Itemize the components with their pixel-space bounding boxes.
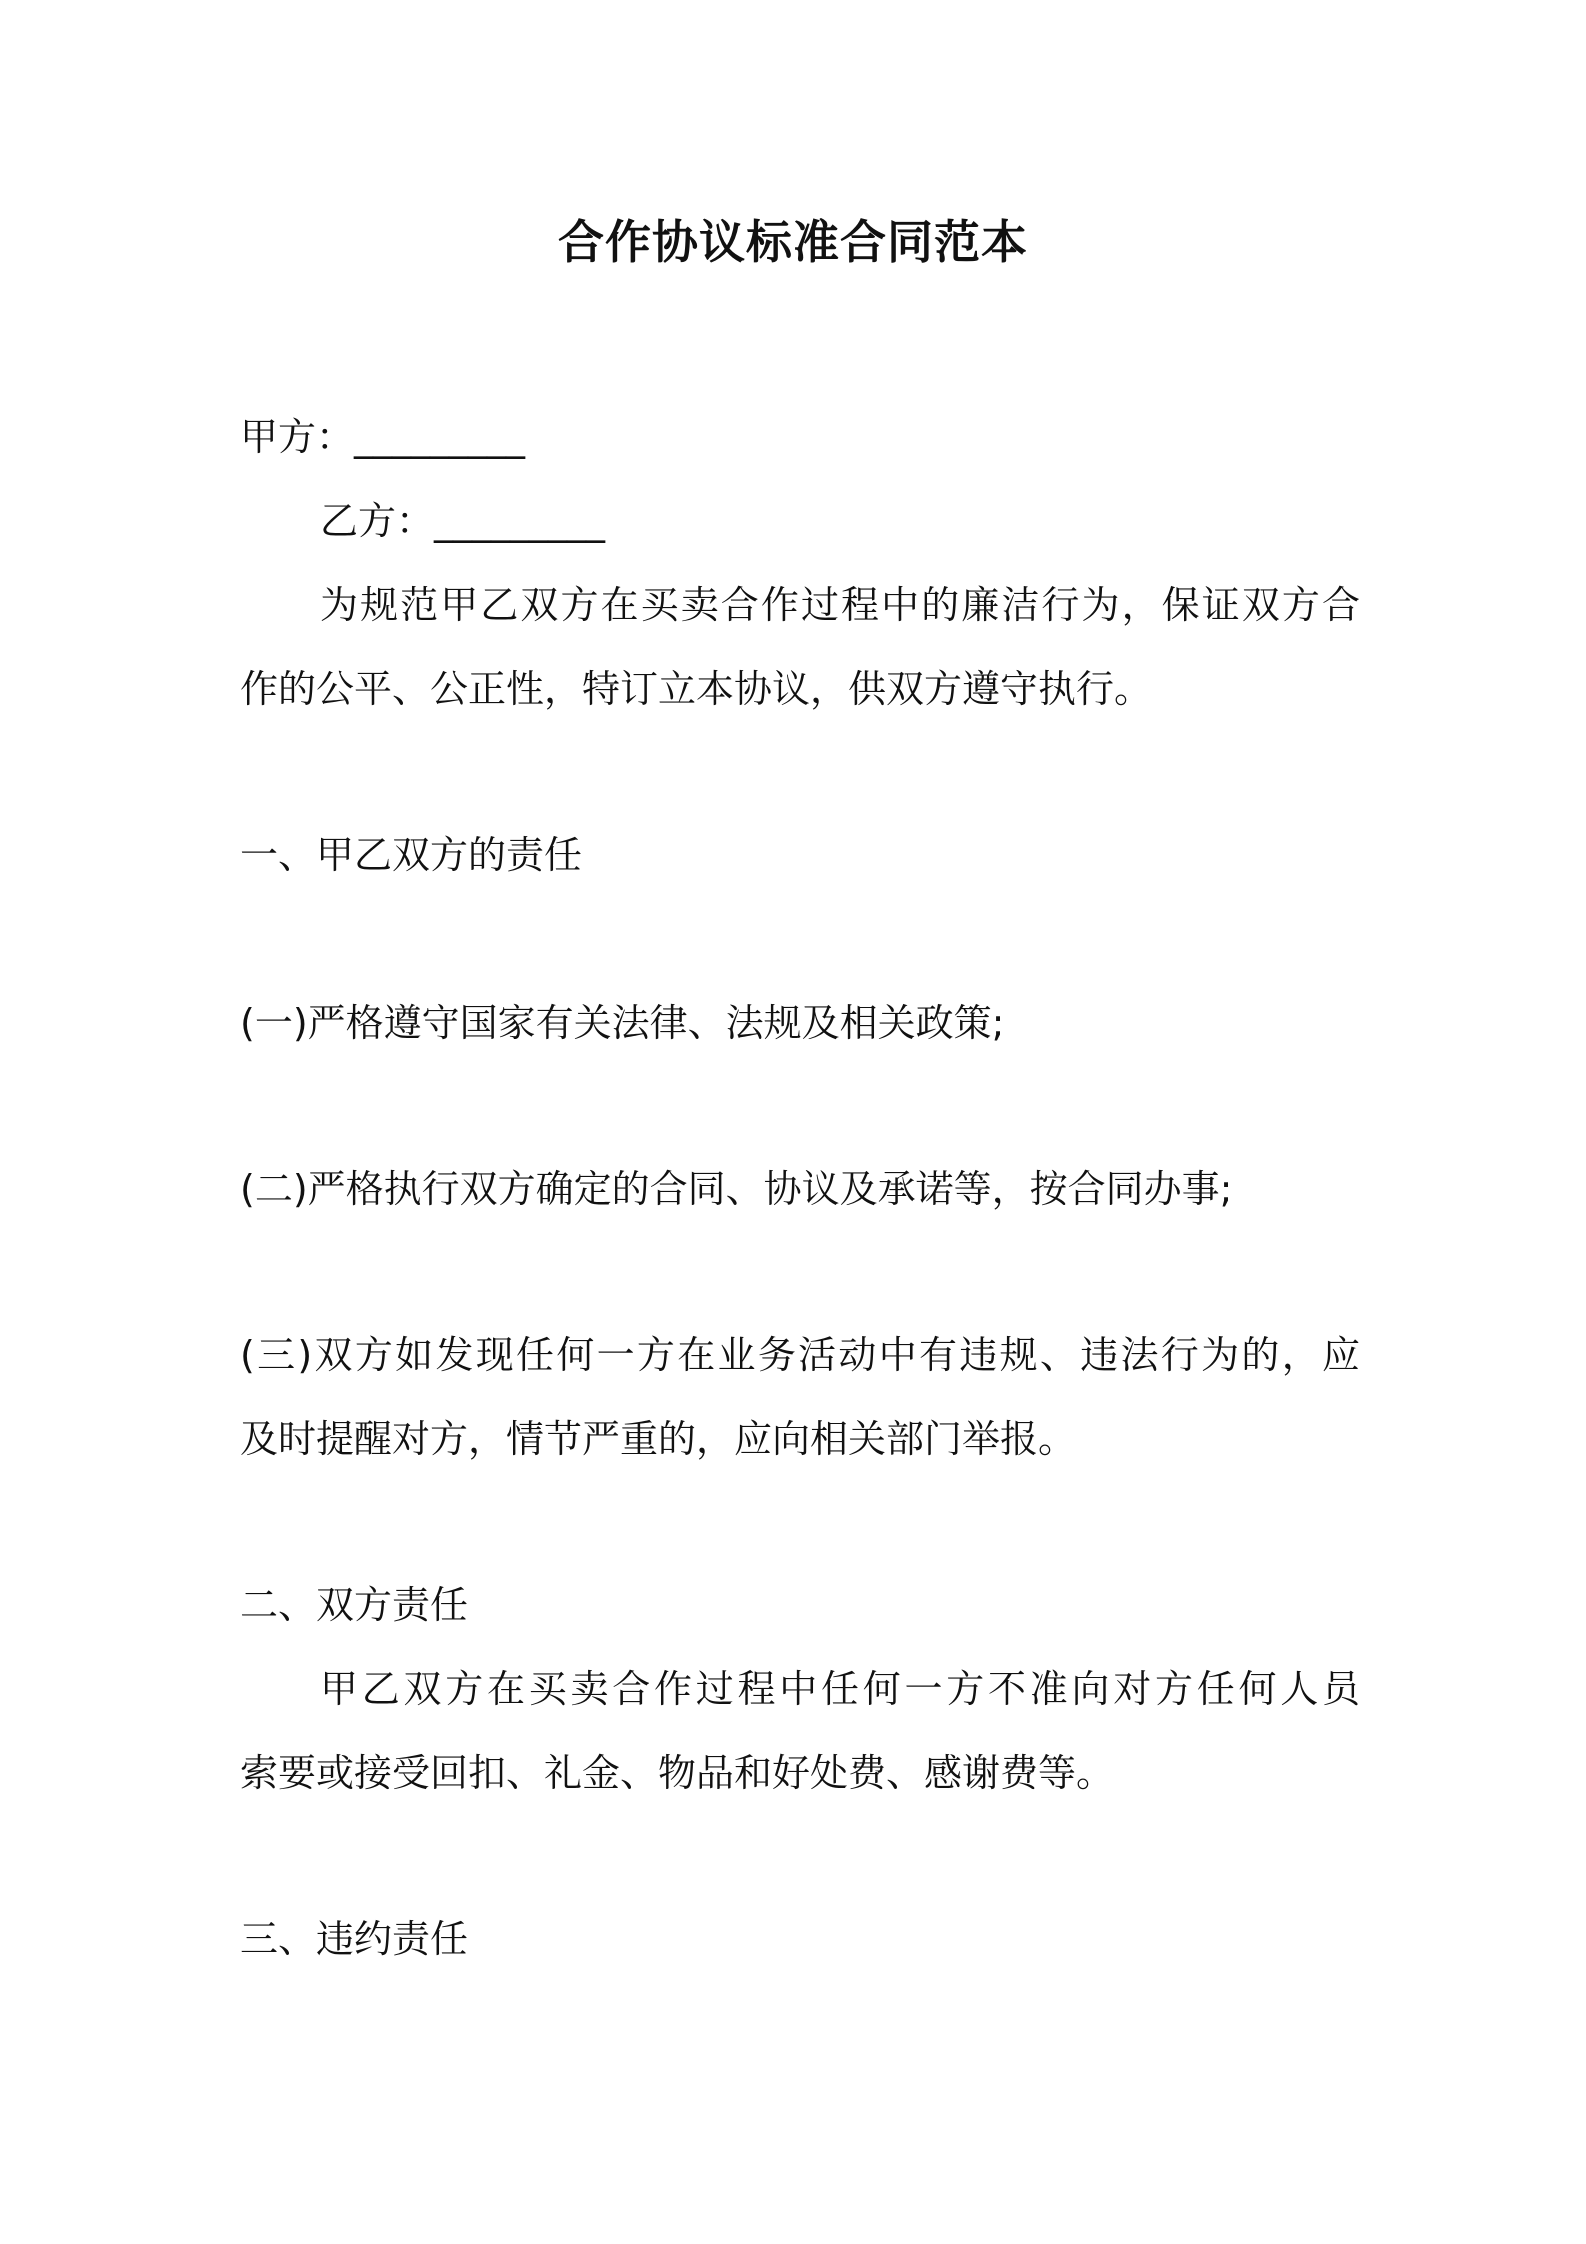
document-title: 合作协议标准合同范本 (558, 215, 1028, 269)
section-1-item-3-line-1: (三)双方如发现任何一方在业务活动中有违规、违法行为的，应 (240, 1333, 1360, 1377)
section-3-heading: 三、违约责任 (240, 1917, 469, 1961)
section-2-body-line-1: 甲乙双方在买卖合作过程中任何一方不准向对方任何人员 (320, 1667, 1360, 1711)
section-1-item-3-line-2: 及时提醒对方，情节严重的，应向相关部门举报。 (240, 1417, 1077, 1461)
section-2-heading: 二、双方责任 (240, 1583, 469, 1627)
intro-paragraph-line-1: 为规范甲乙双方在买卖合作过程中的廉洁行为，保证双方合 (320, 583, 1360, 627)
section-1-heading: 一、甲乙双方的责任 (240, 833, 583, 877)
section-1-item-2: (二)严格执行双方确定的合同、协议及承诺等，按合同办事; (240, 1167, 1233, 1211)
party-b-field: 乙方：_________ (320, 499, 606, 543)
section-1-item-1: (一)严格遵守国家有关法律、法规及相关政策; (240, 1001, 1005, 1045)
party-a-field: 甲方：_________ (240, 415, 526, 459)
section-2-body-line-2: 索要或接受回扣、礼金、物品和好处费、感谢费等。 (240, 1751, 1115, 1795)
intro-paragraph-line-2: 作的公平、公正性，特订立本协议，供双方遵守执行。 (240, 667, 1153, 711)
